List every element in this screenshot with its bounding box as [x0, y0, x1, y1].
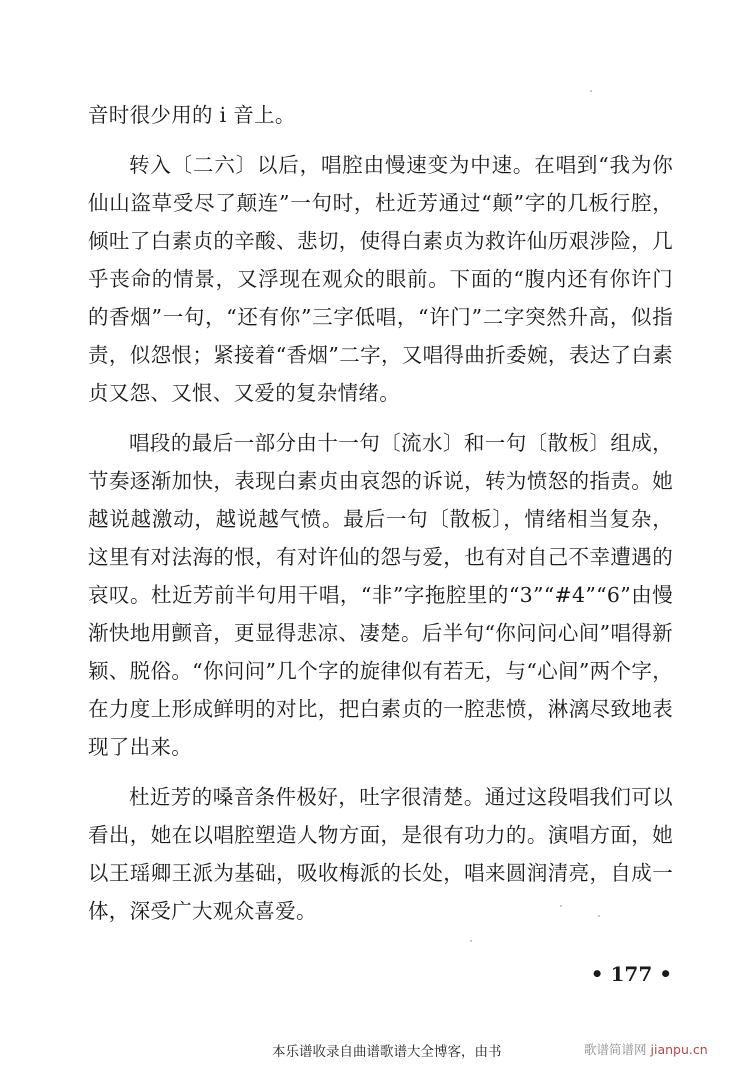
paragraph-erliu-section: 转入〔二六〕以后，唱腔由慢速变为中速。在唱到“我为你仙山盗草受尽了颠连”一句时，杜近芳通过“颠”字的几板行腔，倾吐了白素贞的辛酸、悲切，使得白素贞为救许仙历艰涉险，几乎丧命的情景，又浮现在观众的眼前。下面的“腹内还有你许门的香烟”一句，“还有你”三字低唱，“许门”二字突然升高，似指责，似怨恨；紧接着“香烟”二字，又唱得曲折委婉，表达了白素贞又怨、又恨、又爱的复杂情绪。 — [88, 153, 673, 405]
scan-speck — [598, 915, 600, 917]
site-watermark — [584, 1040, 708, 1058]
scan-speck — [560, 905, 562, 907]
watermark-site-name: 歌谱简谱网 — [584, 1042, 647, 1057]
scan-speck — [590, 90, 592, 92]
body-text — [88, 96, 673, 930]
footer-source-note: 本乐谱收录自曲谱歌谱大全博客，由书 — [272, 1044, 502, 1060]
paragraph-final-section: 唱段的最后一部分由十一句〔流水〕和一句〔散板〕组成，节奏逐渐加快，表现白素贞由哀怨的诉说，转为愤怒的指责。她越说越激动，越说越气愤。最后一句〔散板〕，情绪相当复杂，这里有对法海的恨，有对许仙的怨与爱，也有对自己不幸遭遇的哀叹。杜近芳前半句用干唱，“非”字拖腔里的“3”“#4”“6”由慢渐快地用颤音，更显得悲凉、凄楚。后半句“你问问心间”唱得新颖、脱俗。“你问问”几个字的旋律似有若无，与“心间”两个字，在力度上形成鲜明的对比，把白素贞的一腔悲愤，淋漓尽致地表现了出来。 — [88, 431, 673, 759]
scan-speck — [470, 940, 472, 942]
watermark-domain: jianpu.cn — [650, 1042, 708, 1057]
paragraph-continuation: 音时很少用的 i 音上。 — [88, 103, 296, 127]
page-number: • 177 • — [590, 962, 672, 986]
paragraph-voice-summary: 杜近芳的嗓音条件极好，吐字很清楚。通过这段唱我们可以看出，她在以唱腔塑造人物方面，是很有功力的。演唱方面，她以王瑶卿王派为基础，吸收梅派的长处，唱来圆润清亮，自成一体，深受广大观众喜爱。 — [88, 785, 673, 923]
